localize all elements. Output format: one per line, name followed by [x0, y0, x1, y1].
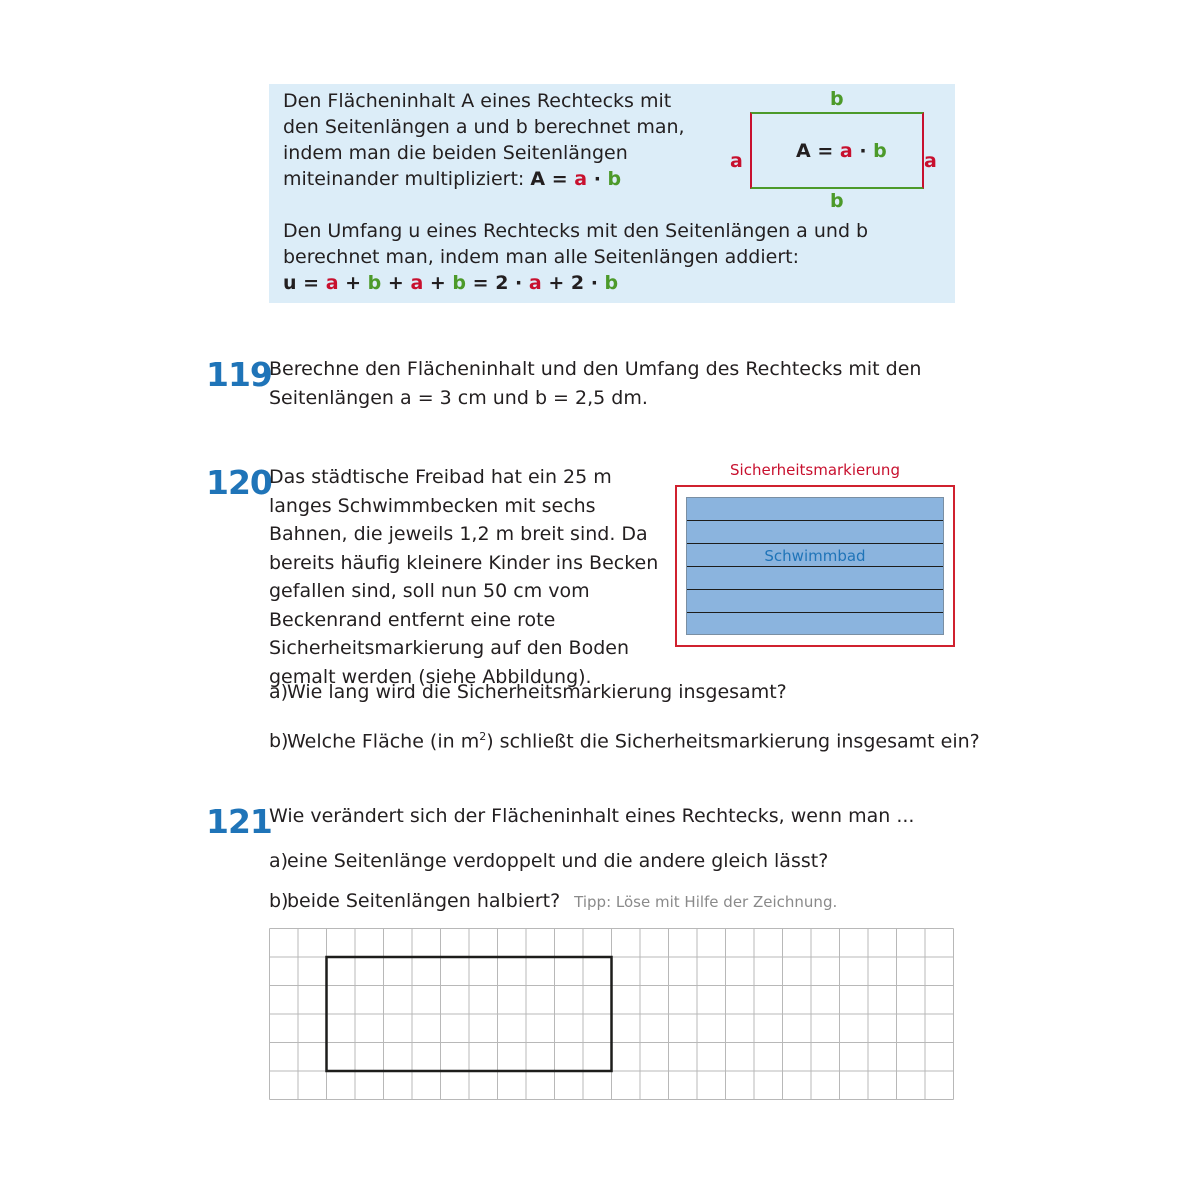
formula-token: ·	[508, 272, 529, 294]
task-number-120: 120	[206, 463, 272, 502]
safety-marking-border	[675, 485, 955, 647]
swimming-pool	[686, 497, 944, 635]
formula-token: =	[296, 272, 326, 294]
subtask-text-after: ) schließt die Sicherheitsmarkierung insgesamt ein?	[486, 730, 980, 753]
perimeter-rule	[283, 218, 943, 296]
safety-marking-label: Sicherheitsmarkierung	[730, 461, 900, 479]
task-121-subtask-a	[269, 848, 828, 874]
formula-token: ·	[584, 272, 605, 294]
task-120-subtask-a	[269, 679, 787, 705]
task-number-121: 121	[206, 802, 272, 841]
area-rule-text: Den Flächeninhalt A eines Rechtecks mit den Seitenlängen a und b berechnet man, indem man die beiden Seitenlängen miteinander multipliziert:	[283, 90, 685, 190]
subtask-text-before: Welche Fläche (in m	[287, 730, 480, 753]
pool-label: Schwimmbad	[764, 547, 866, 565]
area-formula: A = a · b	[530, 168, 622, 190]
formula-token: +	[541, 272, 571, 294]
perimeter-rule-text: Den Umfang u eines Rechtecks mit den Seitenlängen a und b berechnet man, indem man alle Seitenlängen addiert:	[283, 220, 869, 268]
tip-text: Tipp: Löse mit Hilfe der Zeichnung.	[574, 893, 838, 911]
lane-line	[687, 612, 943, 613]
formula-token: 2	[495, 272, 509, 294]
task-120-subtask-b	[269, 724, 980, 754]
formula-token: b	[452, 272, 467, 294]
diagram-formula: A = a · b	[796, 140, 887, 162]
side-b-top-label: b	[830, 88, 844, 110]
formula-token: +	[381, 272, 411, 294]
lane-line	[687, 543, 943, 544]
info-box	[269, 84, 955, 303]
lane-line	[687, 566, 943, 567]
formula-token: a	[410, 272, 424, 294]
formula-token: a	[528, 272, 542, 294]
rectangle-diagram	[730, 88, 944, 212]
task-119-text: Berechne den Flächeninhalt und den Umfang des Rechtecks mit den Seitenlängen a = 3 cm und b = 2,5 dm.	[269, 358, 922, 409]
subtask-text: eine Seitenlänge verdoppelt und die andere gleich lässt?	[287, 850, 829, 872]
pool-figure	[674, 461, 956, 648]
formula-token: b	[604, 272, 619, 294]
formula-token: +	[338, 272, 368, 294]
grid-paper	[269, 928, 957, 1101]
subtask-label: b)	[269, 730, 289, 753]
perimeter-formula	[283, 270, 943, 296]
subtask-label: a)	[269, 681, 289, 703]
formula-token: b	[367, 272, 382, 294]
formula-token: a	[325, 272, 339, 294]
task-121-subtask-b	[269, 888, 837, 915]
formula-token: 2	[570, 272, 585, 294]
side-a-right-label: a	[924, 150, 937, 172]
lane-line	[687, 589, 943, 590]
formula-token: u	[283, 272, 297, 294]
formula-token: +	[423, 272, 453, 294]
superscript: 2	[479, 730, 487, 743]
subtask-text: Wie lang wird die Sicherheitsmarkierung insgesamt?	[287, 681, 787, 703]
task-120-text: Das städtische Freibad hat ein 25 m langes Schwimmbecken mit sechs Bahnen, die jeweils 1,2 m breit sind. Da bereits häufig kleinere Kinder ins Becken gefallen sind, soll nun 50 cm vom Beckenrand entfernt eine rote Sicherheitsmarkierung auf den Boden gemalt werden (siehe Abbildung).	[269, 466, 659, 688]
area-rule	[283, 88, 713, 192]
side-a-left-label: a	[730, 150, 743, 172]
side-b-bottom-label: b	[830, 190, 844, 212]
task-121-text: Wie verändert sich der Flächeninhalt eines Rechtecks, wenn man ...	[269, 805, 915, 827]
subtask-label: a)	[269, 850, 289, 872]
formula-token: =	[466, 272, 496, 294]
subtask-text: beide Seitenlängen halbiert?	[287, 890, 561, 912]
task-number-119: 119	[206, 355, 272, 394]
lane-line	[687, 520, 943, 521]
subtask-label: b)	[269, 890, 289, 912]
